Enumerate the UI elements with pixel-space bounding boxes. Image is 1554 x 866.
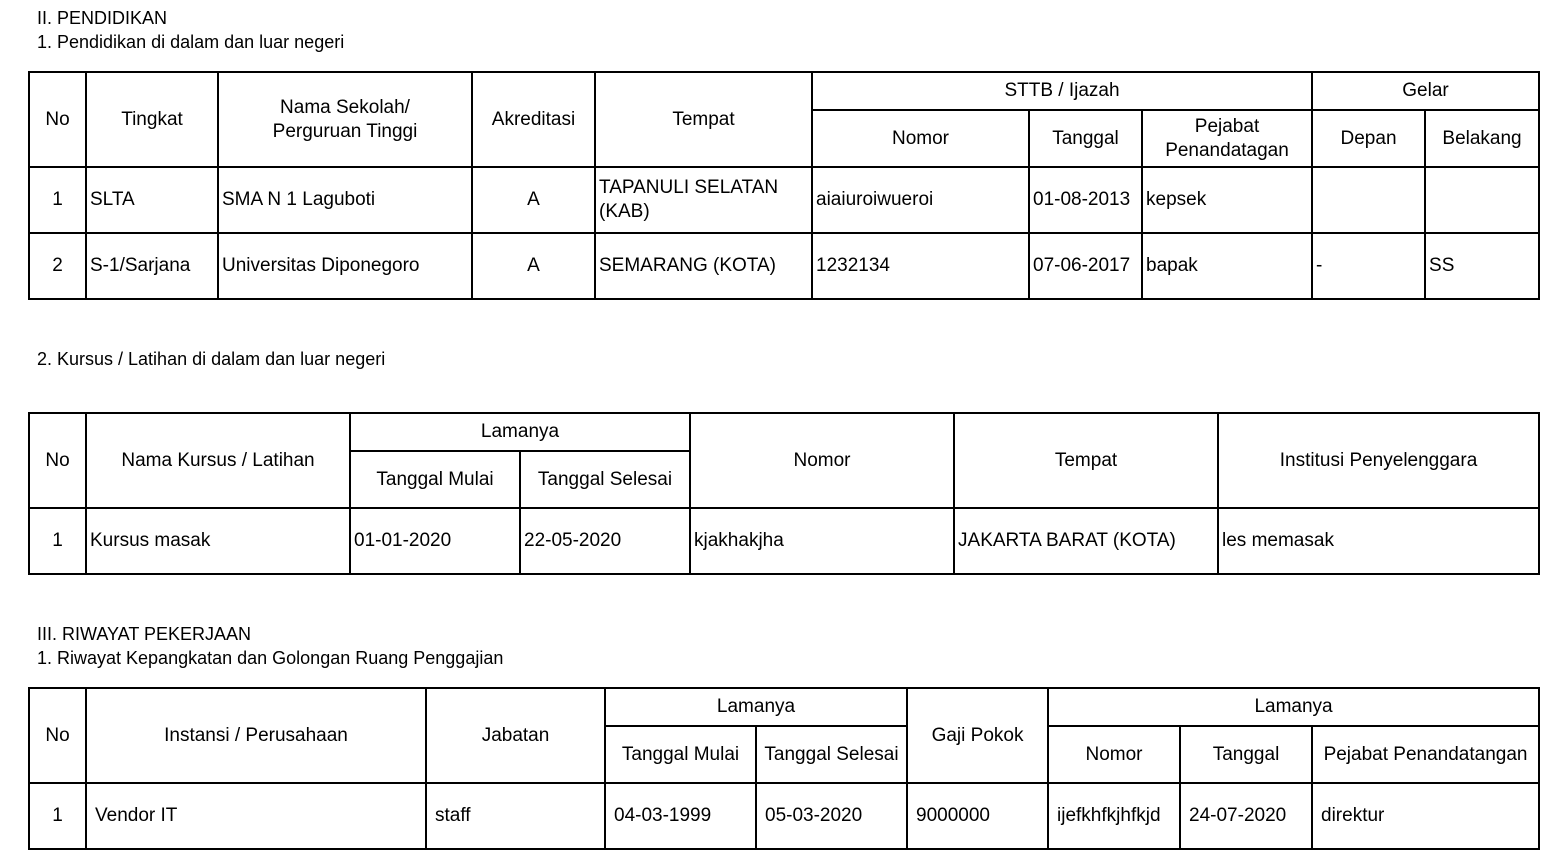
cell-nomor: aiaiuroiwueroi [812, 167, 1029, 233]
header-lamanya: Lamanya [605, 688, 907, 726]
cell-pejabat: bapak [1142, 233, 1312, 299]
education-table [28, 71, 1540, 300]
table-row [29, 167, 1539, 233]
cell-no: 1 [29, 167, 86, 233]
table-row [29, 783, 1539, 849]
cell-no: 1 [29, 783, 86, 849]
cell-tanggal: 07-06-2017 [1029, 233, 1142, 299]
cell-tanggal-selesai: 05-03-2020 [756, 783, 907, 849]
cell-tanggal-selesai: 22-05-2020 [520, 508, 690, 574]
cell-pejabat: kepsek [1142, 167, 1312, 233]
section-title-pendidikan: II. PENDIDIKAN [37, 8, 168, 28]
header-nomor: Nomor [690, 413, 954, 508]
cell-no: 2 [29, 233, 86, 299]
header-pejabat [1142, 110, 1312, 167]
header-tanggal: Tanggal [1180, 726, 1312, 783]
header-nomor: Nomor [812, 110, 1029, 167]
cell-jabatan: staff [426, 783, 605, 849]
header-jabatan: Jabatan [426, 688, 605, 783]
subsection-title-kursus: 2. Kursus / Latihan di dalam dan luar negeri [37, 349, 386, 369]
header-institusi: Institusi Penyelenggara [1218, 413, 1539, 508]
header-nama-kursus: Nama Kursus / Latihan [86, 413, 350, 508]
header-lamanya-sk: Lamanya [1048, 688, 1539, 726]
header-sttb-ijazah: STTB / Ijazah [812, 72, 1312, 110]
cell-nomor: kjakhakjha [690, 508, 954, 574]
cell-tanggal: 01-08-2013 [1029, 167, 1142, 233]
header-pejabat-line1: Pejabat [1194, 115, 1260, 137]
cell-tingkat: S-1/Sarjana [86, 233, 218, 299]
table-row [29, 508, 1539, 574]
header-lamanya: Lamanya [350, 413, 690, 451]
cell-akreditasi: A [472, 233, 595, 299]
section-title-riwayat-pekerjaan: III. RIWAYAT PEKERJAAN [37, 624, 252, 644]
header-no: No [29, 688, 86, 783]
header-tanggal-selesai: Tanggal Selesai [520, 451, 690, 508]
cell-tempat: JAKARTA BARAT (KOTA) [954, 508, 1218, 574]
header-tempat: Tempat [595, 72, 812, 167]
subsection-title-kepangkatan: 1. Riwayat Kepangkatan dan Golongan Ruang Penggajian [37, 648, 504, 668]
header-instansi: Instansi / Perusahaan [86, 688, 426, 783]
header-pejabat-penandatangan: Pejabat Penandatangan [1312, 726, 1539, 783]
header-nama-sekolah-line2: Perguruan Tinggi [272, 120, 418, 142]
header-no: No [29, 413, 86, 508]
cell-tingkat: SLTA [86, 167, 218, 233]
cell-depan: - [1312, 233, 1425, 299]
cell-nomor: ijefkhfkjhfkjd [1048, 783, 1180, 849]
header-gelar: Gelar [1312, 72, 1539, 110]
cell-belakang: SS [1425, 233, 1539, 299]
header-depan: Depan [1312, 110, 1425, 167]
header-tempat: Tempat [954, 413, 1218, 508]
cell-instansi: Vendor IT [86, 783, 426, 849]
cell-sekolah: SMA N 1 Laguboti [218, 167, 472, 233]
header-pejabat-line2: Penandatagan [1165, 139, 1289, 161]
header-nama-sekolah-line1: Nama Sekolah/ [280, 96, 410, 118]
cell-no: 1 [29, 508, 86, 574]
header-tingkat: Tingkat [86, 72, 218, 167]
cell-gaji-pokok: 9000000 [907, 783, 1048, 849]
employment-table [28, 687, 1540, 850]
cell-pejabat: direktur [1312, 783, 1539, 849]
header-tanggal-selesai: Tanggal Selesai [756, 726, 907, 783]
course-table [28, 412, 1540, 575]
cell-sekolah: Universitas Diponegoro [218, 233, 472, 299]
header-akreditasi: Akreditasi [472, 72, 595, 167]
cell-tempat: TAPANULI SELATAN (KAB) [595, 167, 812, 233]
header-no: No [29, 72, 86, 167]
cell-tanggal-mulai: 04-03-1999 [605, 783, 756, 849]
cell-tanggal: 24-07-2020 [1180, 783, 1312, 849]
table-row [29, 233, 1539, 299]
cell-depan [1312, 167, 1425, 233]
cell-nomor: 1232134 [812, 233, 1029, 299]
cell-akreditasi: A [472, 167, 595, 233]
subsection-title-pendidikan-negeri: 1. Pendidikan di dalam dan luar negeri [37, 32, 345, 52]
cell-tempat: SEMARANG (KOTA) [595, 233, 812, 299]
cell-belakang [1425, 167, 1539, 233]
header-tanggal-mulai: Tanggal Mulai [605, 726, 756, 783]
header-nama-sekolah [218, 72, 472, 167]
header-tanggal: Tanggal [1029, 110, 1142, 167]
cell-tanggal-mulai: 01-01-2020 [350, 508, 520, 574]
cell-institusi: les memasak [1218, 508, 1539, 574]
header-belakang: Belakang [1425, 110, 1539, 167]
cell-nama-kursus: Kursus masak [86, 508, 350, 574]
header-tanggal-mulai: Tanggal Mulai [350, 451, 520, 508]
header-gaji-pokok: Gaji Pokok [907, 688, 1048, 783]
header-nomor: Nomor [1048, 726, 1180, 783]
